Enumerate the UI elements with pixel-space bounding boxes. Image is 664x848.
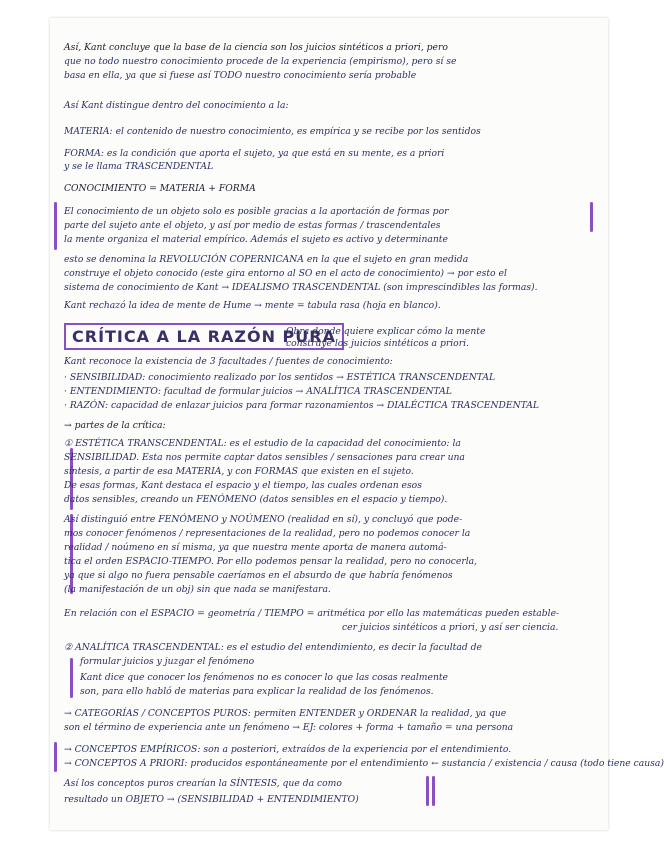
margin-bracket xyxy=(54,202,57,250)
note-line: FORMA: es la condición que aporta el sujeto, ya que está en su mente, es a priori xyxy=(64,148,445,159)
note-line: → partes de la crítica: xyxy=(64,420,166,431)
margin-bracket xyxy=(54,742,57,772)
note-line: MATERIA: el contenido de nuestro conocimiento, es empírica y se recibe por los sentidos xyxy=(64,126,481,137)
note-line: Obra donde quiere explicar cómo la mente xyxy=(286,326,486,337)
note-line: esto se denomina la REVOLUCIÓN COPERNICANA en la que el sujeto en gran medida xyxy=(64,254,469,265)
note-line: son, para ello habló de materias para explicar la realidad de los fenómenos. xyxy=(80,686,434,697)
notebook-page xyxy=(50,18,664,830)
note-line: En relación con el ESPACIO = geometría / TIEMPO = aritmética por ello las matemáticas pueden estable- xyxy=(64,608,560,619)
note-line: (la manifestación de un obj) sin que nada se manifestara. xyxy=(64,584,331,595)
note-line: ya que si algo no fuera pensable caeríamos en el absurdo de que habría fenómenos xyxy=(64,570,453,581)
note-line: · ENTENDIMIENTO: facultad de formular juicios → ANALÍTICA TRASCENDENTAL xyxy=(64,386,452,397)
note-line: datos sensibles, creando un FENÓMENO (datos sensibles en el espacio y tiempo). xyxy=(64,494,448,505)
note-line: parte del sujeto ante el objeto, y así por medio de estas formas / trascendentales xyxy=(64,220,441,231)
note-line: → CONCEPTOS A PRIORI: producidos espontáneamente por el entendimiento ← sustancia / existencia / causa (todo tiene causa) xyxy=(64,758,664,769)
note-line: El conocimiento de un objeto solo es posible gracias a la aportación de formas por xyxy=(64,206,449,217)
note-line: resultado un OBJETO → (SENSIBILIDAD + ENTENDIMIENTO) xyxy=(64,794,359,805)
note-line: Kant dice que conocer los fenómenos no es conocer lo que las cosas realmente xyxy=(80,672,448,683)
note-line: CONOCIMIENTO = MATERIA + FORMA xyxy=(64,183,256,194)
note-line: Así, Kant concluye que la base de la ciencia son los juicios sintéticos a priori, pero xyxy=(64,42,448,53)
margin-bracket xyxy=(70,514,73,594)
note-line: Kant rechazó la idea de mente de Hume → mente = tabula rasa (hoja en blanco). xyxy=(64,300,441,311)
note-line: SENSIBILIDAD. Esta nos permite captar datos sensibles / sensaciones para crear una xyxy=(64,452,465,463)
note-line: · RAZÓN: capacidad de enlazar juicios para formar razonamientos → DIALÉCTICA TRASCENDENTAL xyxy=(64,400,539,411)
note-line: Kant reconoce la existencia de 3 facultades / fuentes de conocimiento: xyxy=(64,356,393,367)
note-line: basa en ella, ya que si fuese así TODO nuestro conocimiento sería probable xyxy=(64,70,417,81)
note-line: Así los conceptos puros crearían la SÍNTESIS, que da como xyxy=(64,778,342,789)
note-line: Así Kant distingue dentro del conocimiento a la: xyxy=(64,100,289,111)
note-line: y se le llama TRASCENDENTAL xyxy=(64,161,214,172)
margin-bracket xyxy=(70,658,73,698)
note-line: cer juicios sintéticos a priori, y así ser ciencia. xyxy=(342,622,559,633)
note-line: construye los juicios sintéticos a priori. xyxy=(286,338,469,349)
note-line: De esas formas, Kant destaca el espacio y el tiempo, las cuales ordenan esos xyxy=(64,480,422,491)
note-line: Así distinguió entre FENÓMENO y NOÚMENO (realidad en sí), y concluyó que pode- xyxy=(64,514,463,525)
note-line: → CATEGORÍAS / CONCEPTOS PUROS: permiten ENTENDER y ORDENAR la realidad, ya que xyxy=(64,708,507,719)
note-line: realidad / noúmeno en sí misma, ya que nuestra mente aporta de manera automá- xyxy=(64,542,447,553)
note-line: que no todo nuestro conocimiento procede de la experiencia (empirismo), pero sí se xyxy=(64,56,457,67)
note-line: · SENSIBILIDAD: conocimiento realizado por los sentidos → ESTÉTICA TRANSCENDENTAL xyxy=(64,372,496,383)
note-line: construye el objeto conocido (este gira entorno al SO en el acto de conocimiento) → por esto el xyxy=(64,268,507,279)
note-line: → CONCEPTOS EMPÍRICOS: son a posteriori, extraídos de la experiencia por el entendimiento. xyxy=(64,744,512,755)
section-title: CRÍTICA A LA RAZÓN PURA xyxy=(64,323,344,350)
note-line: mos conocer fenómenos / representaciones de la realidad, pero no podemos conocer la xyxy=(64,528,471,539)
note-line: son el término de experiencia ante un fenómeno → EJ: colores + forma + tamaño = una persona xyxy=(64,722,514,733)
note-line: sistema de conocimiento de Kant → IDEALISMO TRASCENDENTAL (son imprescindibles las formas). xyxy=(64,282,538,293)
note-line: formular juicios y juzgar el fenómeno xyxy=(80,656,255,667)
note-line: ② ANALÍTICA TRASCENDENTAL: es el estudio del entendimiento, es decir la facultad de xyxy=(64,642,482,653)
note-line: la mente organiza el material empírico. Además el sujeto es activo y determinante xyxy=(64,234,448,245)
note-line: tica el orden ESPACIO-TIEMPO. Por ello podemos pensar la realidad, pero no conocerla, xyxy=(64,556,478,567)
note-line: ① ESTÉTICA TRANSCENDENTAL: es el estudio de la capacidad del conocimiento: la xyxy=(64,438,461,449)
note-line: síntesis, a partir de esa MATERIA, y con FORMAS que existen en el sujeto. xyxy=(64,466,414,477)
